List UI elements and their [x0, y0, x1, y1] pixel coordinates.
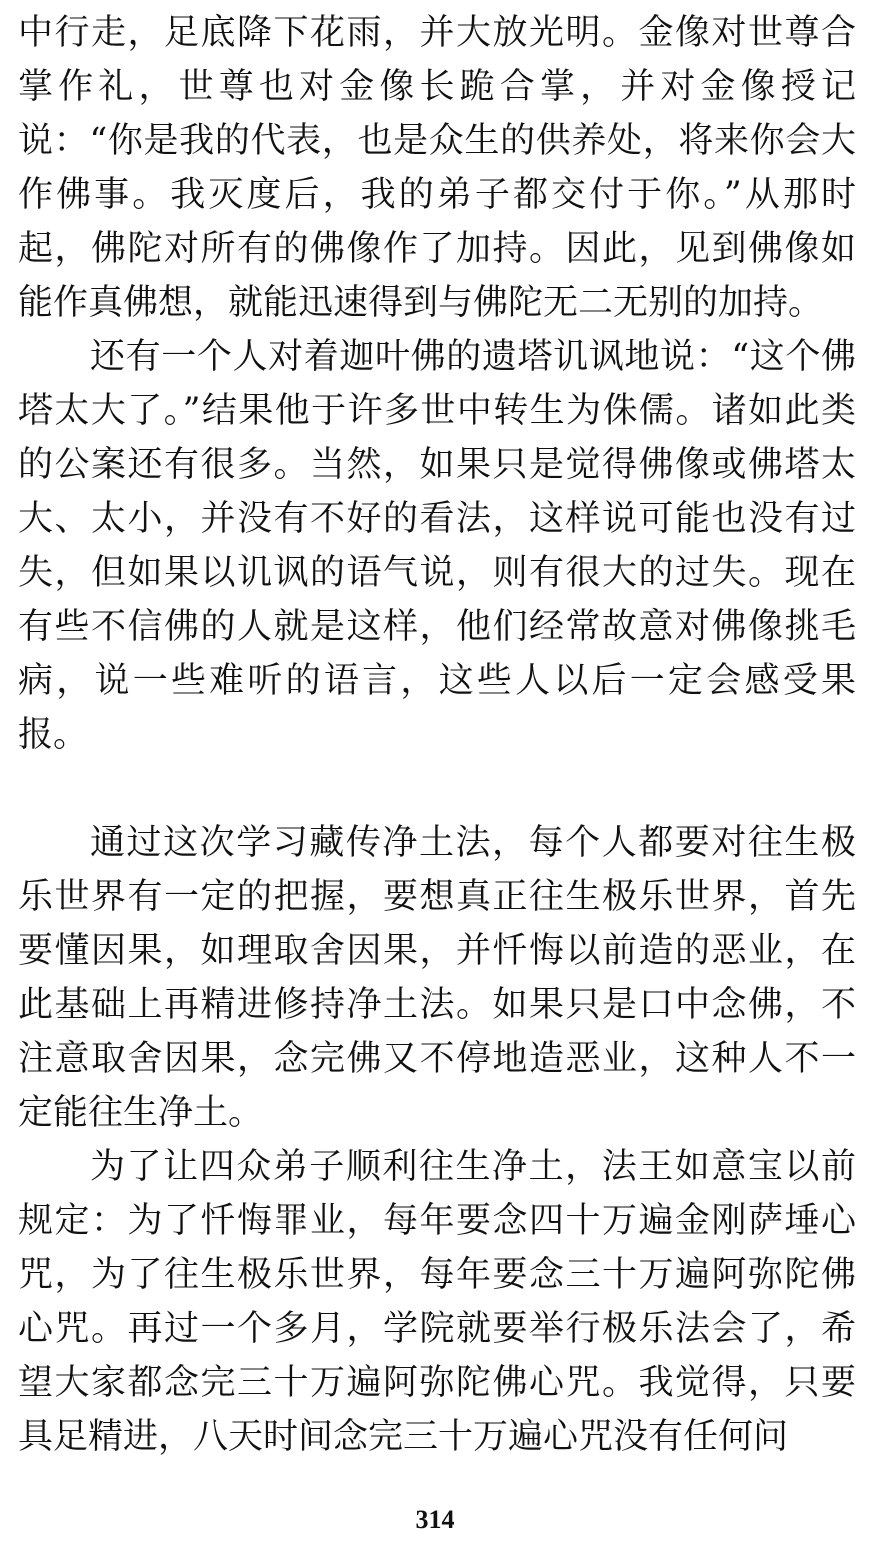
paragraph-3: 通过这次学习藏传净土法，每个人都要对往生极乐世界有一定的把握，要想真正往生极乐世界，首先要懂因果，如理取舍因果，并忏悔以前造的恶业，在此基础上再精进修持净土法。如果只是口中念佛，不注意取舍因果，念完佛又不停地造恶业，这种人不一定能往生净土。	[18, 823, 856, 1133]
paragraph-4: 为了让四众弟子顺利往生净土，法王如意宝以前规定：为了忏悔罪业，每年要念四十万遍金刚萨埵心咒，为了往生极乐世界，每年要念三十万遍阿弥陀佛心咒。再过一个多月，学院就要举行极乐法会了，希望大家都念完三十万遍阿弥陀佛心咒。我觉得，只要具足精进，八天时间念完三十万遍心咒没有任何问	[18, 1147, 856, 1457]
section-gap	[18, 762, 856, 816]
paragraph-2: 还有一个人对着迦叶佛的遗塔讥讽地说：“这个佛塔太大了。”结果他于许多世中转生为侏儒。诸如此类的公案还有很多。当然，如果只是觉得佛像或佛塔太大、太小，并没有不好的看法，这样说可能也没有过失，但如果以讥讽的语气说，则有很大的过失。现在有些不信佛的人就是这样，他们经常故意对佛像挑毛病，说一些难听的语言，这些人以后一定会感受果报。	[18, 337, 856, 755]
page-number: 314	[415, 1505, 455, 1534]
page-body	[18, 6, 856, 1464]
paragraph-1: 中行走，足底降下花雨，并大放光明。金像对世尊合掌作礼，世尊也对金像长跪合掌，并对金像授记说：“你是我的代表，也是众生的供养处，将来你会大作佛事。我灭度后，我的弟子都交付于你。”从那时起，佛陀对所有的佛像作了加持。因此，见到佛像如能作真佛想，就能迅速得到与佛陀无二无别的加持。	[18, 13, 856, 323]
